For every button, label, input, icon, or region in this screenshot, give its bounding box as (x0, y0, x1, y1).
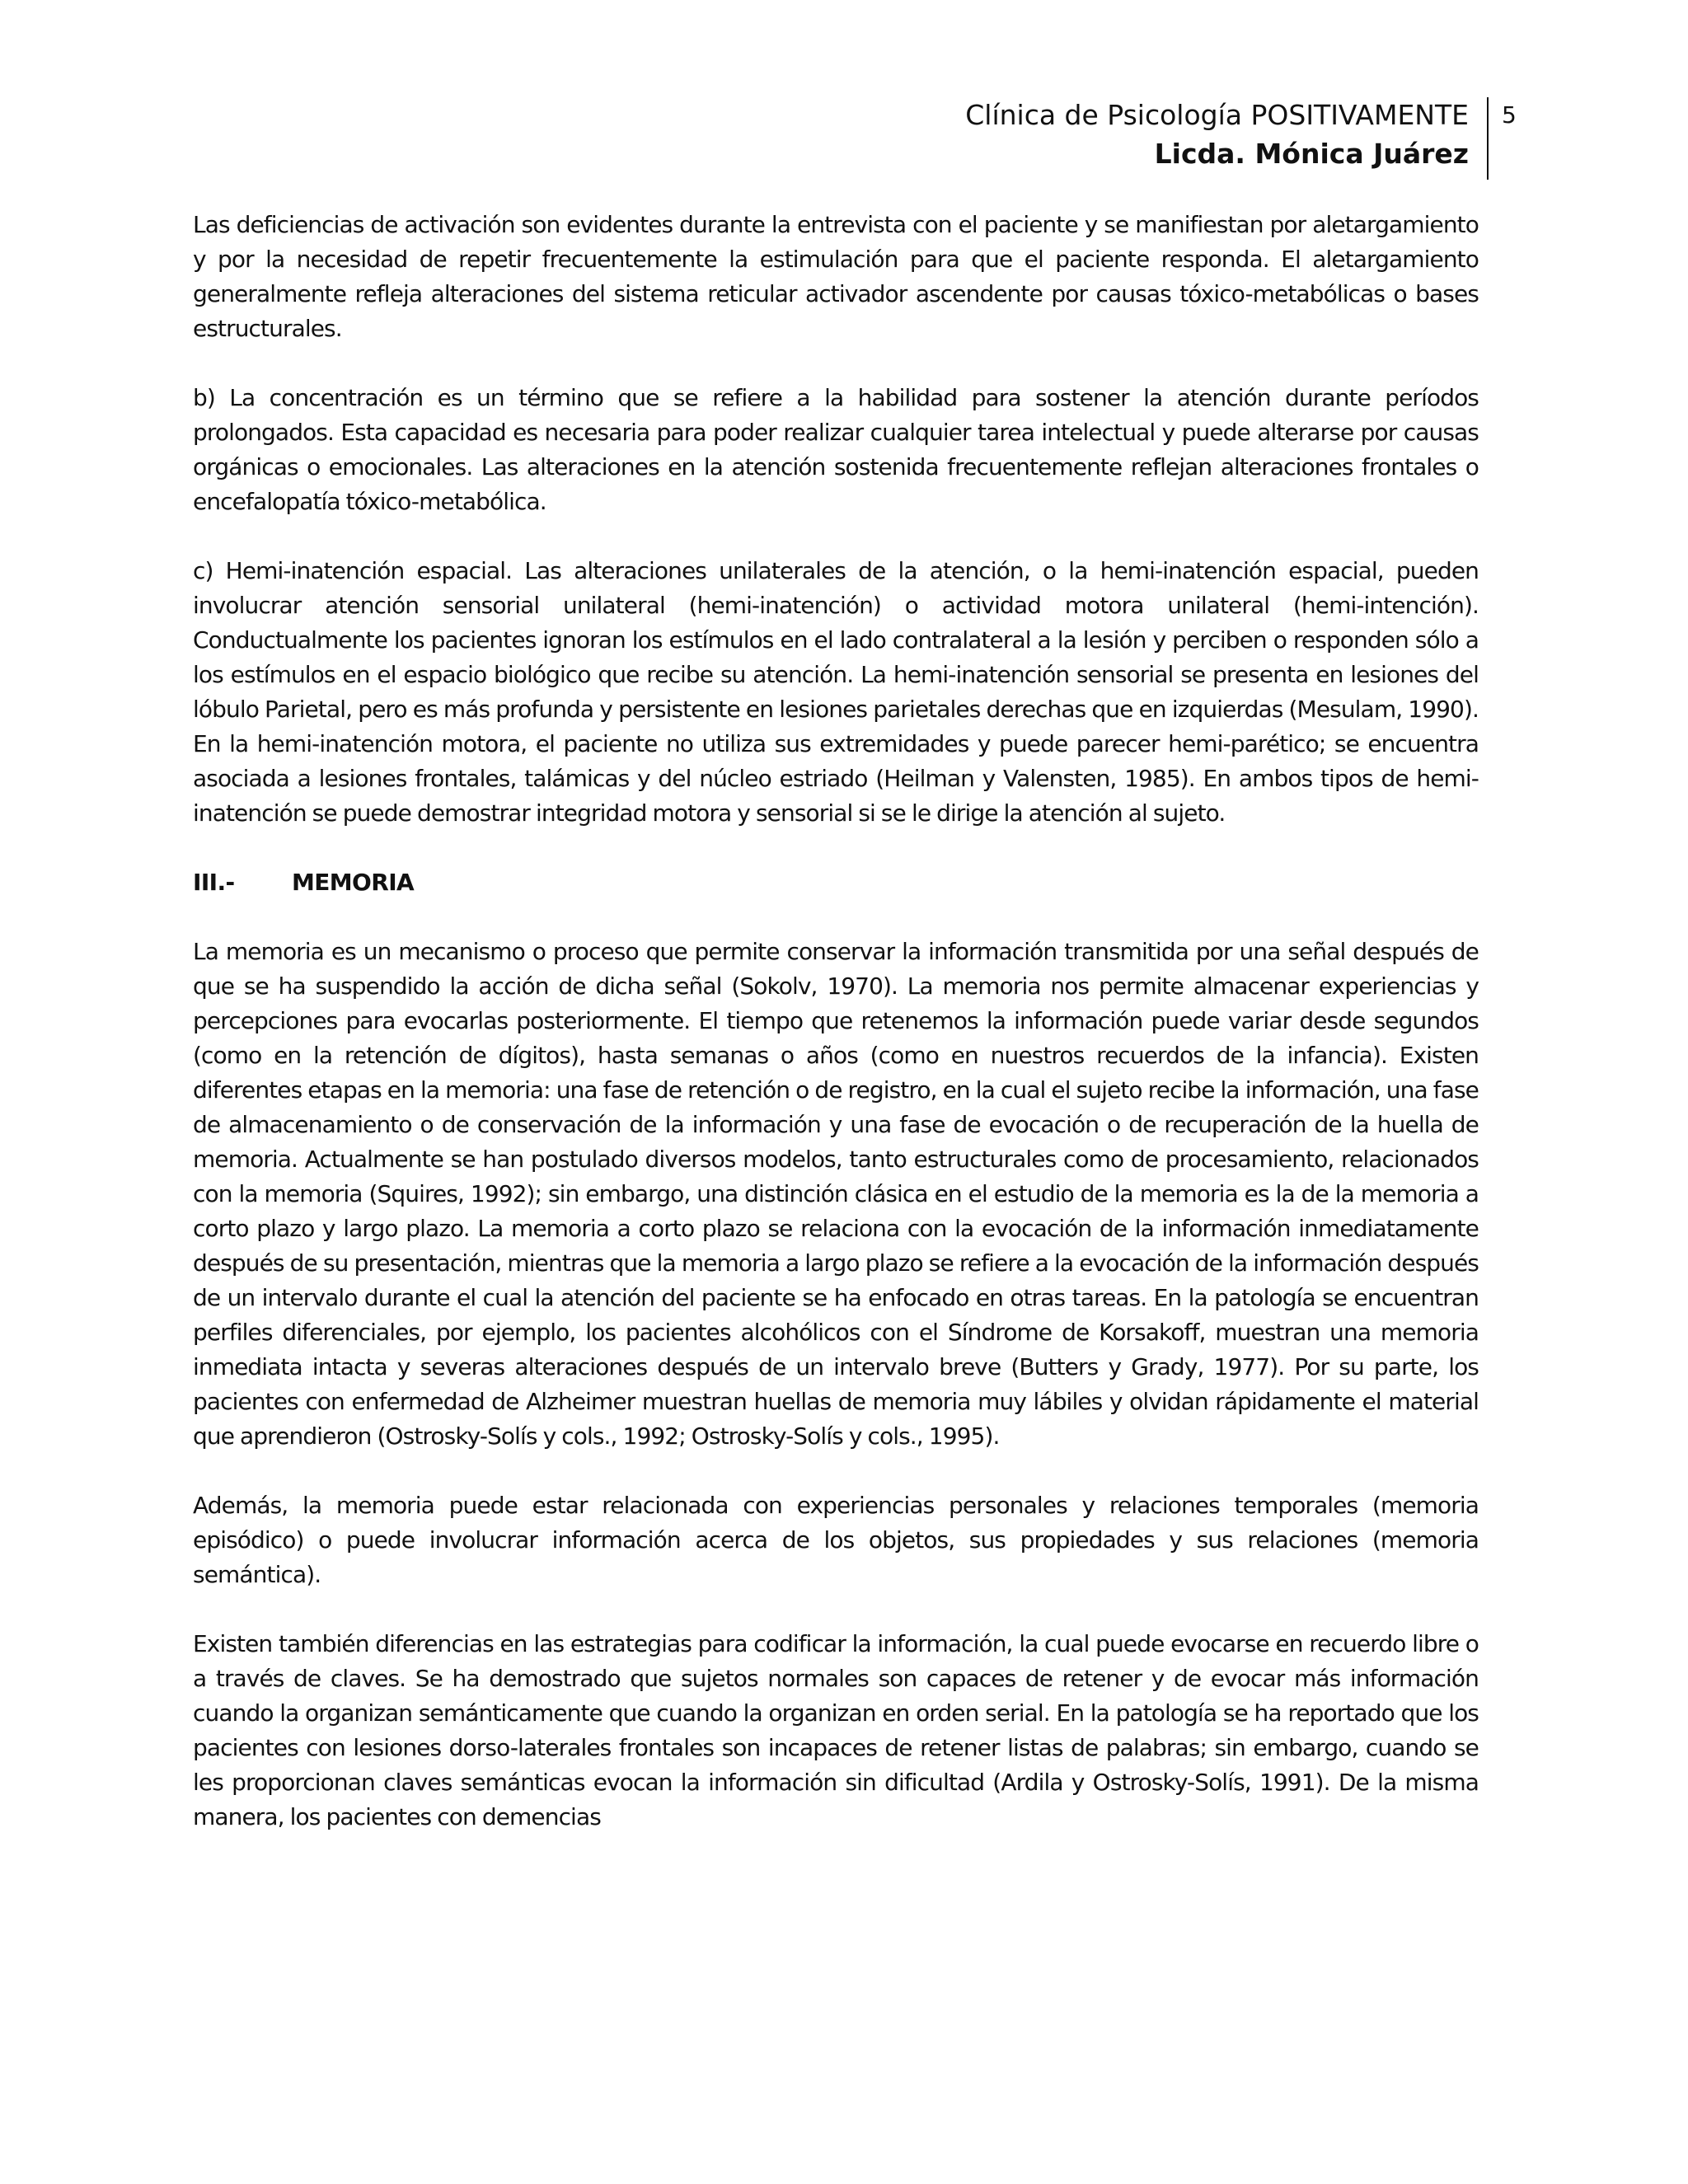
paragraph-encoding-strategies: Existen también diferencias en las estrategias para codificar la información, la cual puede evocarse en recuerdo libre o a través de claves. Se ha demostrado que sujetos normales son capaces de retener y de evocar más información cuando la organizan semánticamente que cuando la organizan en orden serial. En la patología se ha reportado que los pacientes con lesiones dorso-laterales frontales son incapaces de retener listas de palabras; sin embargo, cuando se les proporcionan claves semánticas evocan la información sin dificultad (Ardila y Ostrosky-Solís, 1991). De la misma manera, los pacientes con demencias (193, 1630, 1479, 1830)
author-name: Licda. Mónica Juárez (1154, 138, 1469, 170)
clinic-name: Clínica de Psicología POSITIVAMENTE (965, 99, 1469, 131)
paragraph-spatial-hemi-inattention: c) Hemi-inatención espacial. Las alteraciones unilaterales de la atención, o la hemi-inatención espacial, pueden involucrar atención sensorial unilateral (hemi-inatención) o actividad motora unilateral (hemi-intención). Conductualmente los pacientes ignoran los estímulos en el lado contralateral a la lesión y perciben o responden sólo a los estímulos en el espacio biológico que recibe su atención. La hemi-inatención sensorial se presenta en lesiones del lóbulo Parietal, pero es más profunda y persistente en lesiones parietales derechas que en izquierdas (Mesulam, 1990). En la hemi-inatención motora, el paciente no utiliza sus extremidades y puede parecer hemi-parético; se encuentra asociada a lesiones frontales, talámicas y del núcleo estriado (Heilman y Valensten, 1985). En ambos tipos de hemi-inatención se puede demostrar integridad motora y sensorial si se le dirige la atención al sujeto. (193, 557, 1479, 827)
paragraph-activation-deficits: Las deficiencias de activación son evidentes durante la entrevista con el paciente y se manifiestan por aletargamiento y por la necesidad de repetir frecuentemente la estimulación para que el paciente responda. El aletargamiento generalmente refleja alteraciones del sistema reticular activador ascendente por causas tóxico-metabólicas o bases estructurales. (193, 211, 1479, 342)
section-number: III.- (193, 869, 235, 896)
paragraph-episodic-semantic: Además, la memoria puede estar relacionada con experiencias personales y relaciones temporales (memoria episódico) o puede involucrar información acerca de los objetos, sus propiedades y sus relaciones (memoria semántica). (193, 1492, 1479, 1588)
paragraph-memory-definition: La memoria es un mecanismo o proceso que permite conservar la información transmitida por una señal después de que se ha suspendido la acción de dicha señal (Sokolv, 1970). La memoria nos permite almacenar experiencias y percepciones para evocarlas posteriormente. El tiempo que retenemos la información puede variar desde segundos (como en la retención de dígitos), hasta semanas o años (como en nuestros recuerdos de la infancia). Existen diferentes etapas en la memoria: una fase de retención o de registro, en la cual el sujeto recibe la información, una fase de almacenamiento o de conservación de la información y una fase de evocación o de recuperación de la huella de memoria. Actualmente se han postulado diversos modelos, tanto estructurales como de procesamiento, relacionados con la memoria (Squires, 1992); sin embargo, una distinción clásica en el estudio de la memoria es la de la memoria a corto plazo y largo plazo. La memoria a corto plazo se relaciona con la evocación de la información inmediatamente después de su presentación, mientras que la memoria a largo plazo se refiere a la evocación de la información después de un intervalo durante el cual la atención del paciente se ha enfocado en otras tareas. En la patología se encuentran perfiles diferenciales, por ejemplo, los pacientes alcohólicos con el Síndrome de Korsakoff, muestran una memoria inmediata intacta y severas alteraciones después de un intervalo breve (Butters y Grady, 1977). Por su parte, los pacientes con enfermedad de Alzheimer muestran huellas de memoria muy lábiles y olvidan rápidamente el material que aprendieron (Ostrosky-Solís y cols., 1992; Ostrosky-Solís y cols., 1995). (193, 938, 1479, 1450)
section-title: MEMORIA (292, 869, 415, 896)
paragraph-concentration: b) La concentración es un término que se refiere a la habilidad para sostener la atención durante períodos prolongados. Esta capacidad es necesaria para poder realizar cualquier tarea intelectual y puede alterarse por causas orgánicas o emocionales. Las alteraciones en la atención sostenida frecuentemente reflejan alteraciones frontales o encefalopatía tóxico-metabólica. (193, 384, 1479, 515)
page-header (965, 97, 1489, 180)
section-heading-memoria (193, 865, 1479, 900)
document-body (193, 208, 1479, 1869)
page-number: 5 (1502, 101, 1517, 129)
